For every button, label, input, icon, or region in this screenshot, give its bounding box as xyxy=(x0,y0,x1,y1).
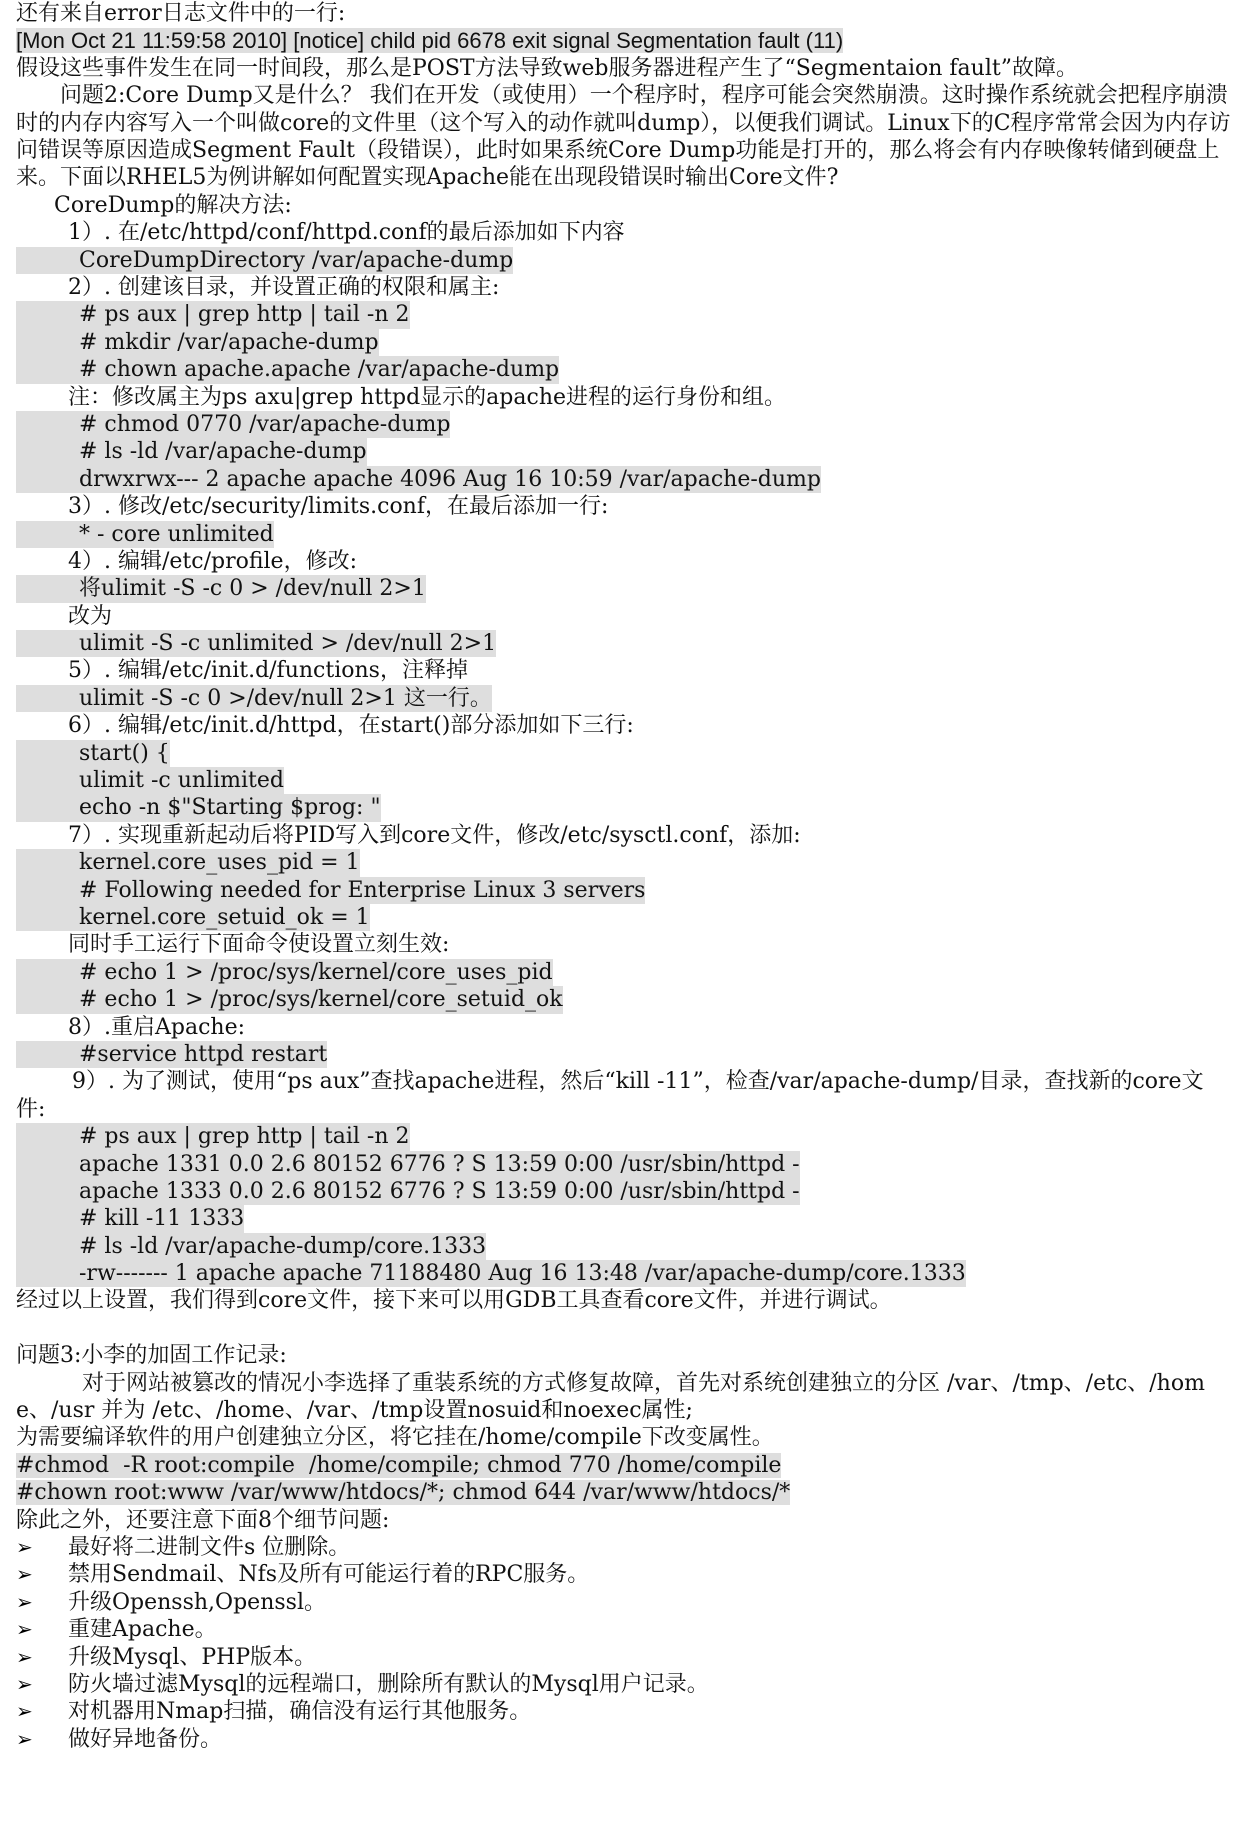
arrow-bullet-icon: ➢ xyxy=(16,1644,33,1669)
code-line: ulimit -S -c 0 >/dev/null 2>1 这一行。 xyxy=(16,685,492,712)
step-1: 1）. 在/etc/httpd/conf/httpd.conf的最后添加如下内容 xyxy=(68,220,625,246)
code-line: echo -n $"Starting $prog: " xyxy=(16,794,381,821)
step-6: 6）. 编辑/etc/init.d/httpd，在start()部分添加如下三行: xyxy=(68,713,634,739)
code-line: apache 1331 0.0 2.6 80152 6776 ? S 13:59 0:00 /usr/sbin/httpd - xyxy=(16,1151,800,1178)
list-item-text: 禁用Sendmail、Nfs及所有可能运行着的RPC服务。 xyxy=(68,1562,590,1588)
list-item-text: 防火墙过滤Mysql的远程端口，删除所有默认的Mysql用户记录。 xyxy=(68,1671,709,1697)
arrow-bullet-icon: ➢ xyxy=(16,1589,33,1614)
list-item xyxy=(16,1561,1232,1588)
code-line: -rw------- 1 apache apache 71188480 Aug 16 13:48 /var/apache-dump/core.1333 xyxy=(16,1260,966,1287)
step-4: 4）. 编辑/etc/profile，修改: xyxy=(68,548,357,574)
code-line: # ls -ld /var/apache-dump xyxy=(16,438,367,465)
list-intro: 除此之外，还要注意下面8个细节问题: xyxy=(16,1507,390,1533)
code-line: #chown root:www /var/www/htdocs/*; chmod 644 /var/www/htdocs/* xyxy=(16,1480,791,1506)
code-line: CoreDumpDirectory /var/apache-dump xyxy=(16,247,513,274)
q2-paragraph: 问题2:Core Dump又是什么？ 我们在开发（或使用）一个程序时，程序可能会突然崩溃。这时操作系统就会把程序崩溃时的内存内容写入一个叫做core的文件里（这个写入的动作就叫dump），以便我们调试。Linux下的C程序常常会因为内存访问错误等原因造成Segment Fault（段错误），此时如果系统Core Dump功能是打开的，那么将会有内存映像转储到硬盘上来。下面以RHEL5为例讲解如何配置实现Apache能在出现段错误时输出Core文件? xyxy=(16,83,1231,191)
log-line-text: [Mon Oct 21 11:59:58 2010] [notice] child pid 6678 exit signal Segmentation fault (11) xyxy=(16,28,844,54)
code-line: # ps aux | grep http | tail -n 2 xyxy=(16,301,410,328)
list-item xyxy=(16,1534,1232,1561)
list-item-text: 对机器用Nmap扫描，确信没有运行其他服务。 xyxy=(68,1699,532,1725)
q3-title: 问题3:小李的加固工作记录: xyxy=(16,1343,287,1369)
step-4-change: 改为 xyxy=(68,603,113,629)
list-item-text: 升级Mysql、PHP版本。 xyxy=(68,1644,317,1670)
step-9: 9）. 为了测试，使用“ps aux”查找apache进程，然后“kill -11”，检查/var/apache-dump/目录，查找新的core文件: xyxy=(16,1069,1204,1122)
list-item xyxy=(16,1726,1232,1753)
arrow-bullet-icon: ➢ xyxy=(16,1671,33,1696)
list-item xyxy=(16,1644,1232,1671)
arrow-bullet-icon: ➢ xyxy=(16,1617,33,1642)
code-line: # chown apache.apache /var/apache-dump xyxy=(16,356,559,383)
code-line: ulimit -S -c unlimited > /dev/null 2>1 xyxy=(16,630,496,657)
step-2-note: 注：修改属主为ps axu|grep httpd显示的apache进程的运行身份和组。 xyxy=(68,384,787,410)
code-line: #service httpd restart xyxy=(16,1041,327,1068)
blank-line xyxy=(16,1315,1232,1342)
code-line: # echo 1 > /proc/sys/kernel/core_uses_pid xyxy=(16,959,553,986)
code-line: # ls -ld /var/apache-dump/core.1333 xyxy=(16,1233,486,1260)
list-item-text: 最好将二进制文件s 位删除。 xyxy=(68,1535,351,1561)
arrow-bullet-icon: ➢ xyxy=(16,1562,33,1587)
q3-paragraph: 对于网站被篡改的情况小李选择了重装系统的方式修复故障，首先对系统创建独立的分区 /var、/tmp、/etc、/home、/usr 并为 /etc、/home、/var、/tmp设置nosuid和noexec属性; xyxy=(16,1370,1205,1424)
solution-title: CoreDump的解决方法: xyxy=(54,192,292,218)
arrow-bullet-icon: ➢ xyxy=(16,1699,33,1724)
code-line: # mkdir /var/apache-dump xyxy=(16,329,379,356)
code-line: kernel.core_uses_pid = 1 xyxy=(16,849,360,876)
code-line: drwxrwx--- 2 apache apache 4096 Aug 16 10:59 /var/apache-dump xyxy=(16,466,821,493)
step-5: 5）. 编辑/etc/init.d/functions，注释掉 xyxy=(68,658,468,684)
code-line: # kill -11 1333 xyxy=(16,1205,244,1232)
bullet-list xyxy=(16,1534,1232,1753)
code-line: kernel.core_setuid_ok = 1 xyxy=(16,904,370,931)
list-item xyxy=(16,1671,1232,1698)
code-line: # echo 1 > /proc/sys/kernel/core_setuid_ok xyxy=(16,986,563,1013)
code-line: # ps aux | grep http | tail -n 2 xyxy=(16,1123,410,1150)
code-line: ulimit -c unlimited xyxy=(16,767,284,794)
conclusion: 经过以上设置，我们得到core文件，接下来可以用GDB工具查看core文件，并进行调试。 xyxy=(16,1288,892,1314)
code-line: 将ulimit -S -c 0 > /dev/null 2>1 xyxy=(16,575,426,602)
step-2: 2）. 创建该目录，并设置正确的权限和属主: xyxy=(68,274,500,300)
intro-paragraph: 假设这些事件发生在同一时间段，那么是POST方法导致web服务器进程产生了“Segmentaion fault”故障。 xyxy=(16,55,1078,81)
step-3: 3）. 修改/etc/security/limits.conf，在最后添加一行: xyxy=(68,494,609,520)
step-7-note: 同时手工运行下面命令使设置立刻生效: xyxy=(68,932,450,958)
code-line: apache 1333 0.0 2.6 80152 6776 ? S 13:59 0:00 /usr/sbin/httpd - xyxy=(16,1178,800,1205)
code-line: #chmod -R root:compile /home/compile; chmod 770 /home/compile xyxy=(16,1452,782,1478)
list-item-text: 重建Apache。 xyxy=(68,1617,217,1643)
arrow-bullet-icon: ➢ xyxy=(16,1726,33,1751)
document-body xyxy=(16,0,1232,1753)
code-line: # Following needed for Enterprise Linux 3 servers xyxy=(16,877,645,904)
arrow-bullet-icon: ➢ xyxy=(16,1535,33,1560)
code-line: # chmod 0770 /var/apache-dump xyxy=(16,411,450,438)
intro-line: 还有来自error日志文件中的一行: xyxy=(16,1,346,26)
code-line: start() { xyxy=(16,740,170,767)
list-item xyxy=(16,1589,1232,1616)
list-item xyxy=(16,1616,1232,1643)
list-item-text: 做好异地备份。 xyxy=(68,1726,223,1752)
log-line xyxy=(16,27,1232,54)
list-item-text: 升级Openssh,Openssl。 xyxy=(68,1589,326,1615)
list-item xyxy=(16,1698,1232,1725)
code-line: * - core unlimited xyxy=(16,521,274,548)
q3-paragraph-2: 为需要编译软件的用户创建独立分区，将它挂在/home/compile下改变属性。 xyxy=(16,1425,774,1451)
step-7: 7）. 实现重新起动后将PID写入到core文件，修改/etc/sysctl.conf，添加: xyxy=(68,822,801,848)
step-8: 8）.重启Apache: xyxy=(68,1014,245,1040)
